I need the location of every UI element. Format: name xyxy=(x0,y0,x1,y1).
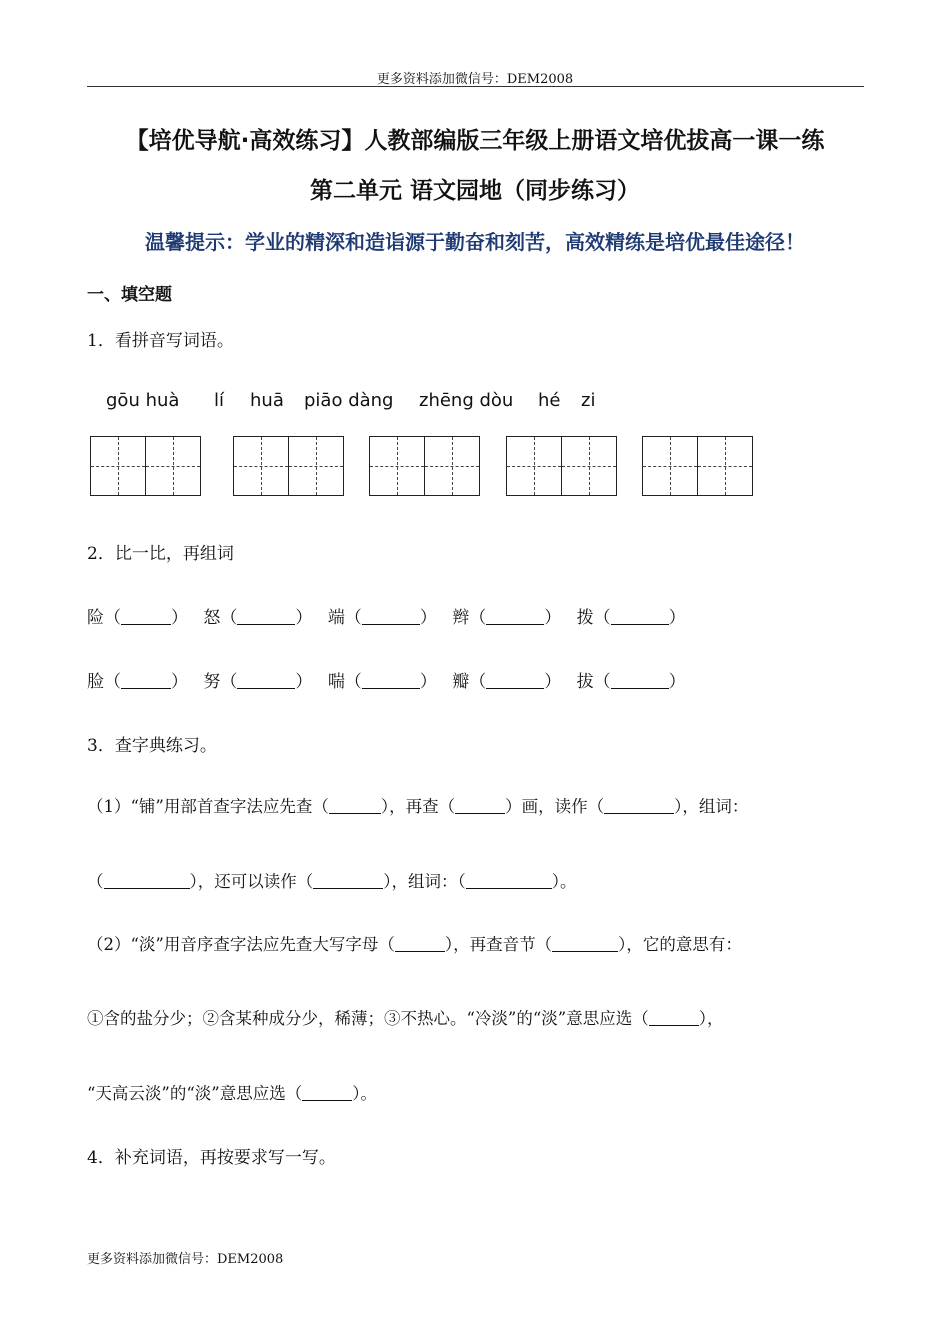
answer-blank[interactable] xyxy=(362,610,420,625)
answer-blank[interactable] xyxy=(121,610,171,625)
header-divider xyxy=(87,86,864,87)
question-3-part-1-line-2: （ ），还可以读作（ ），组词：（ ）。 xyxy=(87,872,577,891)
question-3-part-2-line-2: ①含的盐分少；②含某种成分少，稀薄；③不热心。“冷淡”的“淡”意思应选（ ）， xyxy=(87,1009,724,1028)
writing-grid-5[interactable] xyxy=(642,436,753,496)
document-title: 【培优导航·高效练习】人教部编版三年级上册语文培优拔高一课一练 xyxy=(125,128,825,154)
page-footer: 更多资料添加微信号：DEM2008 xyxy=(87,1252,284,1267)
pinyin-7: zi xyxy=(581,390,596,411)
answer-blank[interactable] xyxy=(104,874,190,889)
question-2-label: 2．比一比，再组词 xyxy=(87,544,234,564)
writing-grid-3[interactable] xyxy=(369,436,480,496)
pinyin-3: huā xyxy=(250,390,284,411)
page-header: 更多资料添加微信号：DEM2008 xyxy=(376,72,574,87)
answer-blank[interactable] xyxy=(486,610,544,625)
pinyin-2: lí xyxy=(214,390,225,411)
pinyin-4: piāo dàng xyxy=(304,390,394,411)
answer-blank[interactable] xyxy=(302,1086,352,1101)
question-3-part-2-line-3: “天高云淡”的“淡”意思应选（ ）。 xyxy=(87,1084,377,1103)
answer-blank[interactable] xyxy=(237,610,295,625)
compare-row-1: 险（ ） 怒（ ） 端（ ） 辫（ ） 拨（ ） xyxy=(87,608,686,628)
pinyin-5: zhēng dòu xyxy=(419,390,514,411)
answer-blank[interactable] xyxy=(486,674,544,689)
answer-blank[interactable] xyxy=(649,1011,699,1026)
answer-blank[interactable] xyxy=(362,674,420,689)
question-1-label: 1．看拼音写词语。 xyxy=(87,331,234,351)
answer-blank[interactable] xyxy=(121,674,171,689)
answer-blank[interactable] xyxy=(455,799,505,814)
answer-blank[interactable] xyxy=(395,937,445,952)
tip-banner: 温馨提示：学业的精深和造诣源于勤奋和刻苦，高效精练是培优最佳途径！ xyxy=(145,230,805,254)
question-3-label: 3．查字典练习。 xyxy=(87,736,217,756)
document-subtitle: 第二单元 语文园地（同步练习） xyxy=(309,178,640,204)
answer-blank[interactable] xyxy=(313,874,383,889)
question-4-label: 4．补充词语，再按要求写一写。 xyxy=(87,1148,336,1168)
answer-blank[interactable] xyxy=(466,874,552,889)
answer-blank[interactable] xyxy=(611,610,669,625)
section-heading-fill-blank: 一、填空题 xyxy=(87,285,172,305)
question-3-part-2-line-1: （2）“淡”用音序查字法应先查大写字母（ ），再查音节（ ），它的意思有： xyxy=(87,935,742,954)
answer-blank[interactable] xyxy=(329,799,381,814)
writing-grid-2[interactable] xyxy=(233,436,344,496)
compare-row-2: 脸（ ） 努（ ） 喘（ ） 瓣（ ） 拔（ ） xyxy=(87,672,686,692)
answer-blank[interactable] xyxy=(552,937,618,952)
pinyin-1: gōu huà xyxy=(106,390,180,411)
answer-blank[interactable] xyxy=(604,799,674,814)
answer-blank[interactable] xyxy=(237,674,295,689)
writing-grid-1[interactable] xyxy=(90,436,201,496)
pinyin-6: hé xyxy=(538,390,561,411)
writing-grid-4[interactable] xyxy=(506,436,617,496)
answer-blank[interactable] xyxy=(611,674,669,689)
question-3-part-1-line-1: （1）“铺”用部首查字法应先查（ ），再查（ ）画，读作（ ），组词： xyxy=(87,797,749,816)
